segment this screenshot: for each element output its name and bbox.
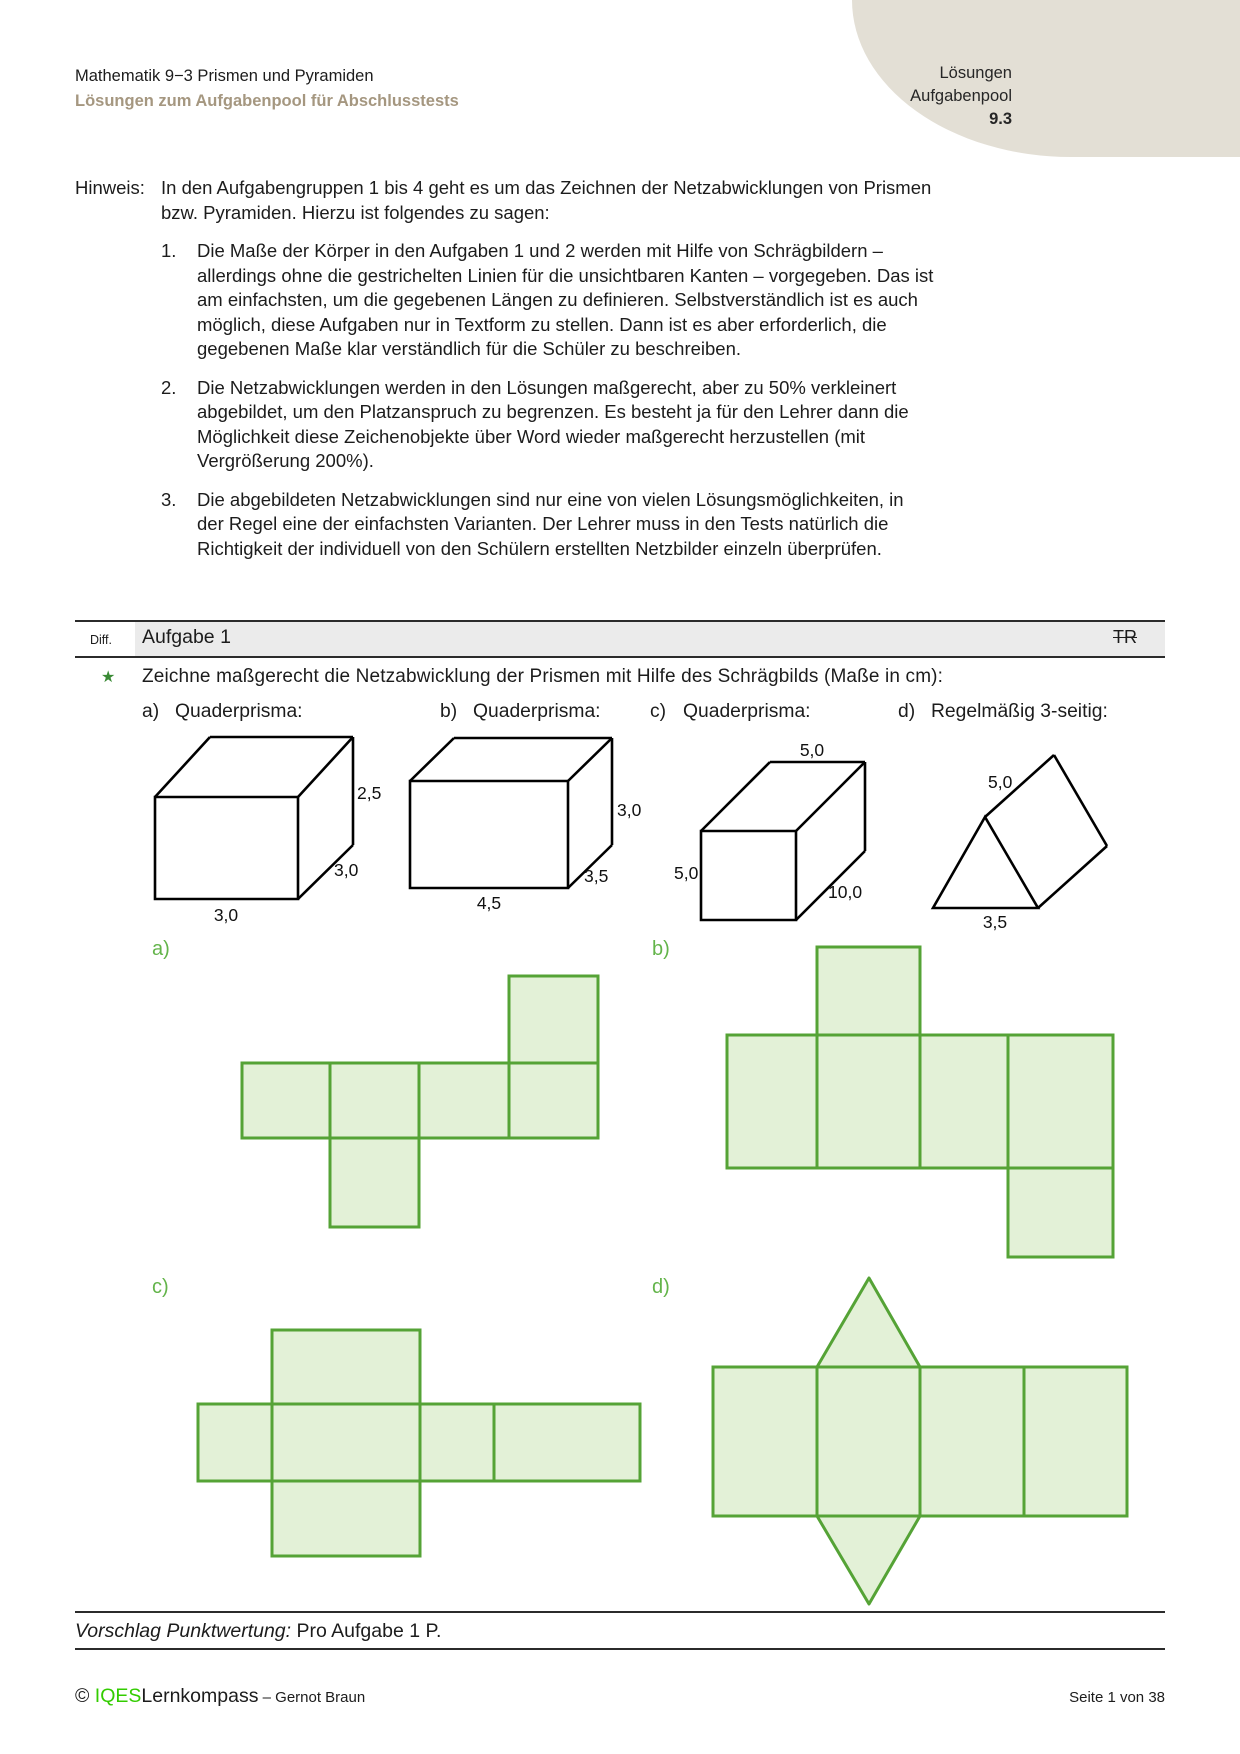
corner-line-section-number: 9.3 [989,110,1012,128]
prism-b-figure [410,781,568,888]
net-d-figure [920,1367,1024,1516]
dimension-label: 3,5 [982,912,1008,932]
dimension-label: 4,5 [476,893,502,913]
part-title: Quaderprisma: [473,701,601,722]
footer-author: Gernot Braun [275,1689,366,1706]
item-number: 1. [161,240,177,261]
text-line: In den Aufgabengruppen 1 bis 4 geht es um das Zeichnen der Netzabwicklungen von Prismen [161,177,932,198]
part-letter: c) [650,701,667,722]
net-label-d: d) [652,1276,670,1298]
text-line: Die Netzabwicklungen werden in den Lösungen maßgerecht, aber zu 50% verkleinert [197,376,897,398]
text-line: gegebenen Maße klar verständlich für die Schüler zu beschreiben. [197,338,742,359]
prism-b-figure [568,738,612,781]
footer-brand [75,1685,365,1708]
dimension-label: 10,0 [828,882,863,902]
prism-d-figure [1054,755,1107,846]
item-number: 2. [161,376,177,398]
text-line: am einfachsten, um die gegebenen Längen zu definieren. Selbstverständlich ist es auch [197,289,918,310]
prism-a-figure [155,737,210,797]
task-instruction: Zeichne maßgerecht die Netzabwicklung der Prismen mit Hilfe des Schrägbilds (Maße in cm): [142,666,944,687]
net-c-figure [198,1404,272,1481]
page-number: Seite 1 von 38 [1069,1689,1165,1706]
part-title: Quaderprisma: [175,701,303,722]
net-d-figure [1024,1367,1127,1516]
text-line: Die abgebildeten Netzabwicklungen sind nur eine von vielen Lösungsmöglichkeiten, in [197,488,904,510]
prism-d-figure [1038,846,1107,908]
net-d-figure [817,1516,920,1604]
net-c-figure [420,1404,494,1481]
scoring-top-rule [75,1611,1165,1613]
net-b-figure [817,1035,920,1168]
difficulty-star-icon: ★ [101,669,116,686]
dimension-label: 3,5 [584,866,609,886]
text-line: der Regel eine der einfachsten Varianten. Der Lehrer muss in den Tests natürlich die [197,513,889,534]
net-c-figure [272,1330,420,1404]
net-label-b: b) [652,938,670,960]
net-b-figure [920,1035,1008,1168]
net-b-figure [1008,1035,1113,1168]
text-line: bzw. Pyramiden. Hierzu ist folgendes zu sagen: [161,201,550,223]
net-a-figure [509,1063,598,1138]
part-title: Regelmäßig 3-seitig: [931,701,1108,722]
scoring-note [75,1620,441,1643]
brand-iqes: IQES [94,1685,142,1707]
net-label-a: a) [152,938,170,960]
prism-c-figure [796,762,865,831]
prism-b-figure [410,738,454,781]
net-b-figure [817,947,920,1035]
dimension-label: 3,0 [213,905,239,925]
hinweis-label: Hinweis: [75,177,145,198]
net-a-figure [330,1138,419,1227]
part-letter: d) [898,701,916,722]
prism-d-figure [933,817,1038,908]
net-a-figure [419,1063,509,1138]
prism-c-figure [701,762,770,831]
net-c-figure [272,1404,420,1481]
text-line: Möglichkeit diese Zeichenobjekte über Word wieder maßgerecht herzustellen (mit [197,425,866,447]
net-a-figure [330,1063,419,1138]
net-d-figure [817,1278,920,1367]
corner-line-loesungen: Lösungen [939,64,1012,82]
diff-column-label: Diff. [90,633,112,647]
text-line: Die Maße der Körper in den Aufgaben 1 und 2 werden mit Hilfe von Schrägbildern – [197,240,883,261]
course-title: Mathematik 9−3 Prismen und Pyramiden [75,67,374,85]
dimension-label: 5,0 [674,863,699,883]
dimension-label: 5,0 [799,740,825,760]
corner-line-aufgabenpool: Aufgabenpool [910,87,1012,105]
text-line: möglich, diese Aufgaben nur in Textform zu stellen. Dann ist es aber erforderlich, die [197,313,887,335]
prism-a-figure [155,797,298,899]
copyright-icon: © [75,1685,90,1707]
dimension-label: 5,0 [988,772,1013,792]
net-c-figure [272,1481,420,1556]
footer-separator: – [258,1689,276,1706]
prism-a-figure [298,737,353,797]
dimension-label: 3,0 [617,800,642,820]
text-line: Richtigkeit der individuell von den Schülern erstellten Netzbilder einzeln überprüfen. [197,537,882,559]
brand-lernkompass: Lernkompass [141,1685,259,1707]
net-label-c: c) [152,1276,169,1298]
net-b-figure [1008,1168,1113,1257]
net-a-figure [242,1063,330,1138]
scoring-text: Pro Aufgabe 1 P. [291,1620,442,1642]
dimension-label: 2,5 [357,783,382,803]
part-title: Quaderprisma: [683,701,811,722]
part-letter: b) [440,701,458,722]
calculator-tr-badge: TR [1113,627,1137,647]
document-subtitle: Lösungen zum Aufgabenpool für Abschlusstests [75,92,459,110]
scoring-label: Vorschlag Punktwertung: [75,1620,292,1642]
task-title: Aufgabe 1 [142,626,231,648]
part-letter: a) [142,701,160,722]
scoring-bottom-rule [75,1648,1165,1650]
prism-c-figure [701,831,796,920]
net-a-figure [509,976,598,1063]
net-d-figure [817,1367,920,1516]
text-line: abgebildet, um den Platzanspruch zu begrenzen. Es besteht ja für den Lehrer dann die [197,401,909,422]
text-line: Vergrößerung 200%). [197,450,374,471]
net-d-figure [713,1367,817,1516]
dimension-label: 3,0 [334,860,359,880]
item-number: 3. [161,488,177,510]
net-c-figure [494,1404,640,1481]
net-b-figure [727,1035,817,1168]
text-line: allerdings ohne die gestrichelten Linien für die unsichtbaren Kanten – vorgegeben. Das ist [197,264,934,286]
